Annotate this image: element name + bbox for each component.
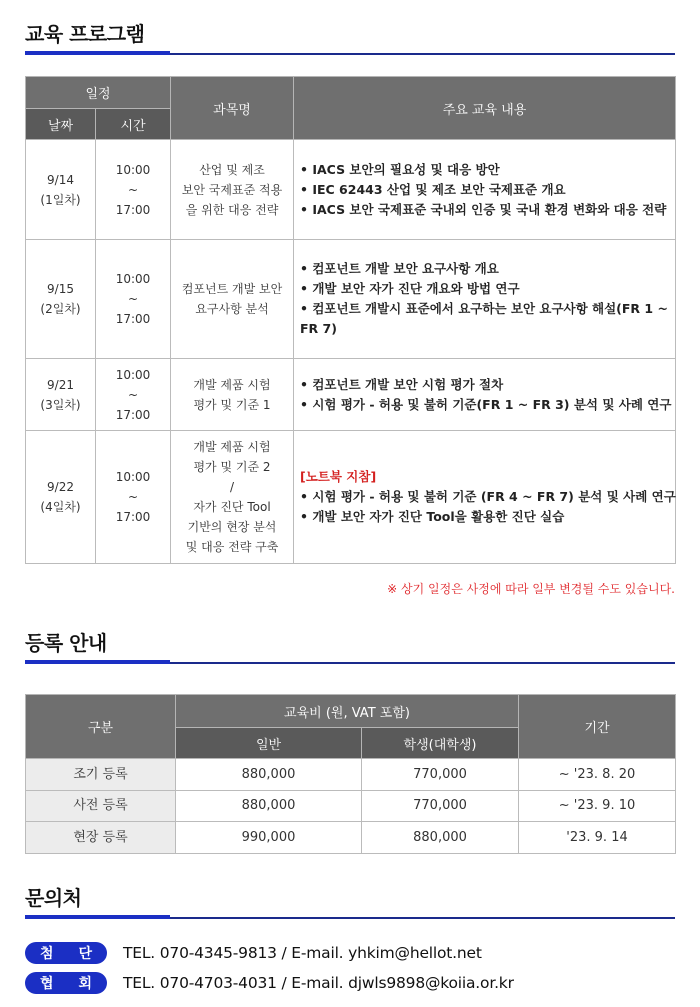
time-end: 17:00	[115, 407, 151, 422]
content-line: • 컴포넌트 개발 보안 시험 평가 절차	[300, 376, 504, 392]
date-cell	[26, 431, 96, 564]
subject-header: 과목명	[171, 77, 294, 140]
content-cell	[294, 431, 676, 564]
contact-label-badge	[25, 942, 107, 964]
student-fee-cell: 880,000	[362, 822, 519, 854]
time-cell	[96, 431, 171, 564]
date-header: 날짜	[26, 109, 96, 140]
contact-info-text: TEL. 070-4703-4031 / E-mail. djwls9898@koiia.or.kr	[123, 974, 514, 992]
content-line: • 개발 보안 자가 진단 Tool을 활용한 진단 실습	[300, 509, 565, 524]
badge-char: 협	[40, 976, 54, 992]
content-line: • IACS 보안의 필요성 및 대응 방안	[300, 161, 500, 177]
time-start: 10:00	[115, 272, 151, 286]
subject-line: 개발 제품 시험	[193, 377, 271, 392]
content-cell	[294, 240, 676, 359]
subject-cell	[171, 240, 294, 359]
subject-line: 기반의 현장 분석	[187, 520, 277, 534]
registration-section-title: 등록 안내	[25, 631, 107, 655]
category-header: 구분	[26, 695, 176, 759]
period-cell: ~ '23. 9. 10	[519, 791, 676, 822]
laptop-note: [노트북 지참]	[300, 469, 377, 484]
time-cell	[96, 359, 171, 431]
badge-char: 첨	[40, 946, 54, 962]
category-cell: 조기 등록	[26, 759, 176, 791]
subject-line: 컴포넌트 개발 보안	[181, 282, 283, 296]
registration-table	[25, 694, 676, 854]
contact-title-rule	[25, 917, 675, 919]
content-header: 주요 교육 내용	[294, 77, 676, 140]
date-text: 9/15	[47, 282, 74, 296]
content-line: • IEC 62443 산업 및 제조 보안 국제표준 개요	[300, 181, 566, 197]
contact-row-cheomdan	[25, 942, 482, 964]
content-cell	[294, 140, 676, 240]
table-row	[26, 140, 676, 240]
subject-line: 평가 및 기준 1	[193, 397, 271, 412]
general-header: 일반	[176, 728, 362, 759]
time-header: 시간	[96, 109, 171, 140]
content-line: • 시험 평가 - 허용 및 불허 기준 (FR 4 ~ FR 7) 분석 및 사례 연구	[300, 489, 676, 504]
subject-line: 산업 및 제조	[199, 162, 265, 177]
category-cell: 사전 등록	[26, 791, 176, 822]
time-separator: ~	[127, 490, 139, 504]
category-cell: 현장 등록	[26, 822, 176, 854]
registration-title-rule	[25, 662, 675, 664]
period-header: 기간	[519, 695, 676, 759]
time-start: 10:00	[115, 162, 151, 177]
contact-label-badge	[25, 972, 107, 994]
student-fee-cell: 770,000	[362, 759, 519, 791]
content-line: • IACS 보안 국제표준 국내외 인증 및 국내 환경 변화와 대응 전략	[300, 201, 667, 217]
subject-line: 보안 국제표준 적용	[181, 182, 283, 197]
subject-line: 및 대응 전략 구축	[185, 540, 279, 554]
schedule-disclaimer: ※ 상기 일정은 사정에 따라 일부 변경될 수도 있습니다.	[387, 582, 675, 596]
time-cell	[96, 240, 171, 359]
badge-char: 회	[78, 976, 92, 992]
subject-cell	[171, 140, 294, 240]
general-fee-cell: 880,000	[176, 791, 362, 822]
contact-row-hyeophoe	[25, 972, 514, 994]
day-text: (4일차)	[40, 500, 81, 514]
content-line: • 컴포넌트 개발 보안 요구사항 개요	[300, 261, 499, 276]
program-section-title: 교육 프로그램	[25, 22, 145, 46]
date-text: 9/14	[47, 172, 74, 187]
student-header: 학생(대학생)	[362, 728, 519, 759]
subject-line: 평가 및 기준 2	[193, 460, 271, 474]
period-cell: '23. 9. 14	[519, 822, 676, 854]
content-line: • 개발 보안 자가 진단 개요와 방법 연구	[300, 281, 520, 296]
time-end: 17:00	[115, 312, 151, 326]
table-row	[26, 431, 676, 564]
date-cell	[26, 359, 96, 431]
general-fee-cell: 880,000	[176, 759, 362, 791]
subject-line: 자가 진단 Tool	[193, 500, 271, 514]
schedule-header: 일정	[26, 77, 171, 109]
subject-line: /	[229, 480, 235, 494]
content-line: • 컴포넌트 개발시 표준에서 요구하는 보안 요구사항 해설(FR 1 ~ FR 7)	[300, 301, 668, 336]
subject-cell	[171, 359, 294, 431]
date-text: 9/21	[47, 377, 74, 392]
content-cell	[294, 359, 676, 431]
fee-header: 교육비 (원, VAT 포함)	[176, 695, 519, 728]
table-row	[26, 759, 676, 791]
time-start: 10:00	[115, 367, 151, 382]
date-text: 9/22	[47, 480, 74, 494]
time-cell	[96, 140, 171, 240]
table-row	[26, 240, 676, 359]
contact-info-text: TEL. 070-4345-9813 / E-mail. yhkim@hellot.net	[123, 944, 482, 962]
time-start: 10:00	[115, 470, 151, 484]
contact-section-title: 문의처	[25, 886, 82, 910]
table-row	[26, 359, 676, 431]
subject-cell	[171, 431, 294, 564]
program-title-rule	[25, 53, 675, 55]
badge-char: 단	[78, 946, 92, 962]
day-text: (1일차)	[40, 192, 81, 207]
time-separator: ~	[127, 292, 139, 306]
day-text: (3일차)	[40, 397, 81, 412]
date-cell	[26, 140, 96, 240]
content-line: • 시험 평가 - 허용 및 불허 기준(FR 1 ~ FR 3) 분석 및 사례 연구	[300, 396, 672, 412]
subject-line: 을 위한 대응 전략	[185, 202, 279, 217]
day-text: (2일차)	[40, 302, 81, 316]
time-separator: ~	[127, 387, 139, 402]
subject-line: 요구사항 분석	[195, 302, 269, 316]
time-end: 17:00	[115, 202, 151, 217]
table-row	[26, 791, 676, 822]
time-end: 17:00	[115, 510, 151, 524]
period-cell: ~ '23. 8. 20	[519, 759, 676, 791]
subject-line: 개발 제품 시험	[193, 440, 271, 454]
schedule-table	[25, 76, 676, 564]
general-fee-cell: 990,000	[176, 822, 362, 854]
table-row	[26, 822, 676, 854]
date-cell	[26, 240, 96, 359]
student-fee-cell: 770,000	[362, 791, 519, 822]
time-separator: ~	[127, 182, 139, 197]
